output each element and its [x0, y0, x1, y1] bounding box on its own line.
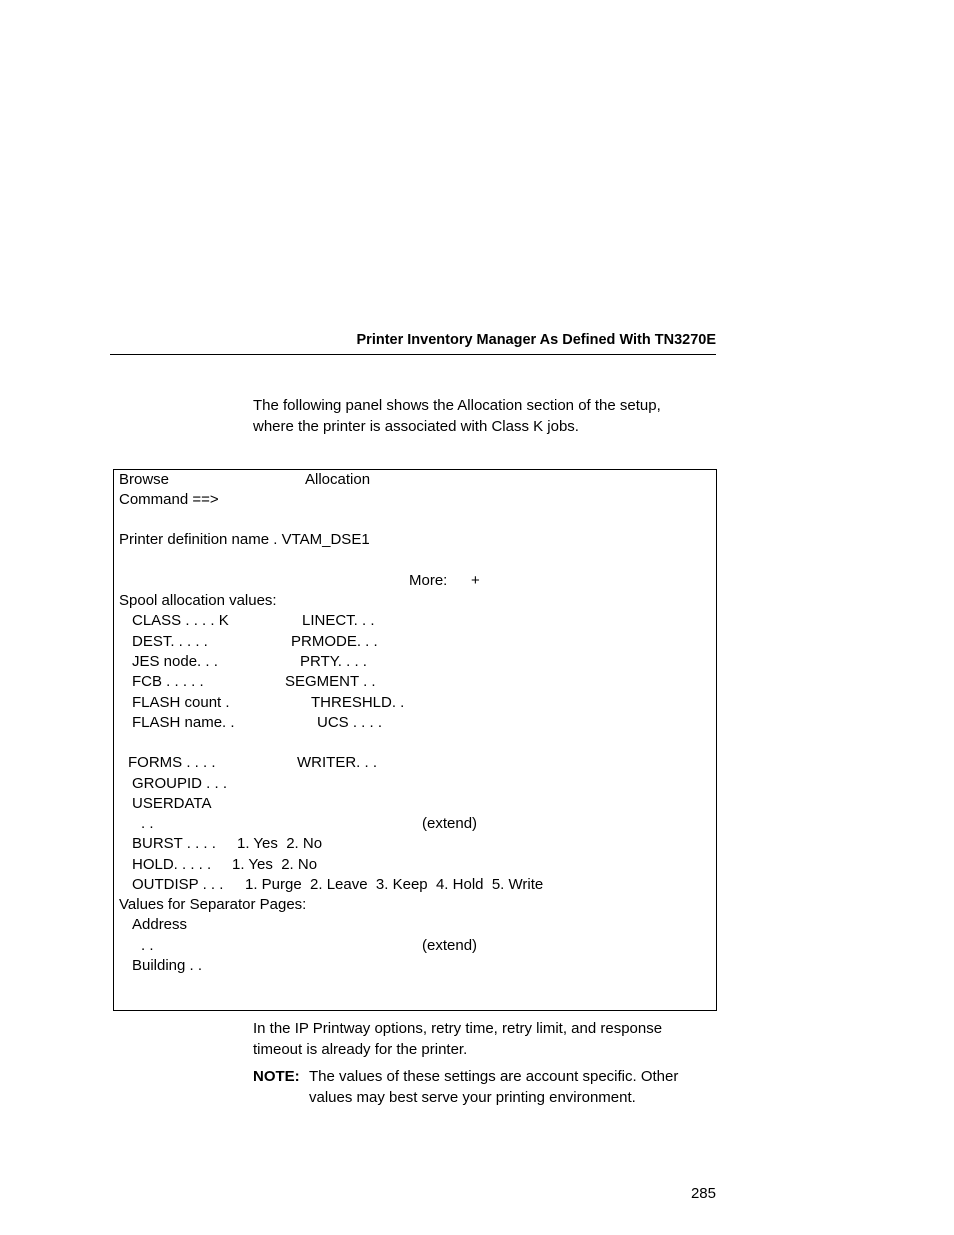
printway-paragraph — [253, 1018, 723, 1060]
allocation-panel — [113, 469, 717, 1011]
userdata-label: USERDATA — [132, 795, 212, 812]
flash-name-field[interactable]: FLASH name. . — [132, 714, 235, 731]
note-label: NOTE: — [253, 1068, 300, 1085]
command-prompt[interactable]: Command ==> — [119, 491, 219, 508]
prmode-field[interactable]: PRMODE. . . — [291, 633, 378, 650]
printway-line-2: timeout is already for the printer. — [253, 1041, 468, 1058]
writer-field[interactable]: WRITER. . . — [297, 754, 377, 771]
printer-definition-name: Printer definition name . VTAM_DSE1 — [119, 531, 370, 548]
spool-allocation-heading: Spool allocation values: — [119, 592, 277, 609]
header-rule — [110, 354, 716, 355]
more-label: More: — [409, 572, 448, 589]
intro-paragraph — [253, 395, 723, 437]
intro-line-1: The following panel shows the Allocation section of the setup, — [253, 397, 661, 414]
address-extend[interactable]: (extend) — [422, 937, 478, 954]
prty-field[interactable]: PRTY. . . . — [300, 653, 367, 670]
linect-field[interactable]: LINECT. . . — [302, 612, 375, 629]
hold-field[interactable]: HOLD. . . . . — [132, 856, 212, 873]
note-text — [309, 1066, 709, 1108]
panel-browse-label: Browse — [119, 471, 170, 488]
running-header-title: Printer Inventory Manager As Defined With TN3270E — [356, 332, 716, 348]
address-label: Address — [132, 916, 188, 933]
groupid-field[interactable]: GROUPID . . . — [132, 775, 228, 792]
building-field[interactable]: Building . . — [132, 957, 203, 974]
hold-options: 1. Yes 2. No — [232, 856, 318, 873]
separator-pages-heading: Values for Separator Pages: — [119, 896, 307, 913]
address-field[interactable]: . . — [141, 937, 154, 954]
userdata-extend[interactable]: (extend) — [422, 815, 478, 832]
panel-title: Allocation — [305, 471, 371, 488]
fcb-field[interactable]: FCB . . . . . — [132, 673, 204, 690]
note-line-1: The values of these settings are account specific. Other — [309, 1068, 679, 1085]
segment-field[interactable]: SEGMENT . . — [285, 673, 376, 690]
ucs-field[interactable]: UCS . . . . — [317, 714, 383, 731]
flash-count-field[interactable]: FLASH count . — [132, 694, 230, 711]
class-field[interactable]: CLASS . . . . K — [132, 612, 229, 629]
dest-field[interactable]: DEST. . . . . — [132, 633, 208, 650]
forms-field[interactable]: FORMS . . . . — [128, 754, 216, 771]
more-indicator: + — [471, 572, 480, 589]
page-number: 285 — [690, 1185, 716, 1202]
jes-node-field[interactable]: JES node. . . — [132, 653, 218, 670]
burst-options: 1. Yes 2. No — [237, 835, 323, 852]
note-line-2: values may best serve your printing environment. — [309, 1089, 636, 1106]
threshld-field[interactable]: THRESHLD. . — [311, 694, 405, 711]
outdisp-field[interactable]: OUTDISP . . . — [132, 876, 224, 893]
outdisp-options: 1. Purge 2. Leave 3. Keep 4. Hold 5. Write — [245, 876, 544, 893]
intro-line-2: where the printer is associated with Class K jobs. — [253, 418, 579, 435]
burst-field[interactable]: BURST . . . . — [132, 835, 216, 852]
userdata-field[interactable]: . . — [141, 815, 154, 832]
printway-line-1: In the IP Printway options, retry time, retry limit, and response — [253, 1020, 663, 1037]
